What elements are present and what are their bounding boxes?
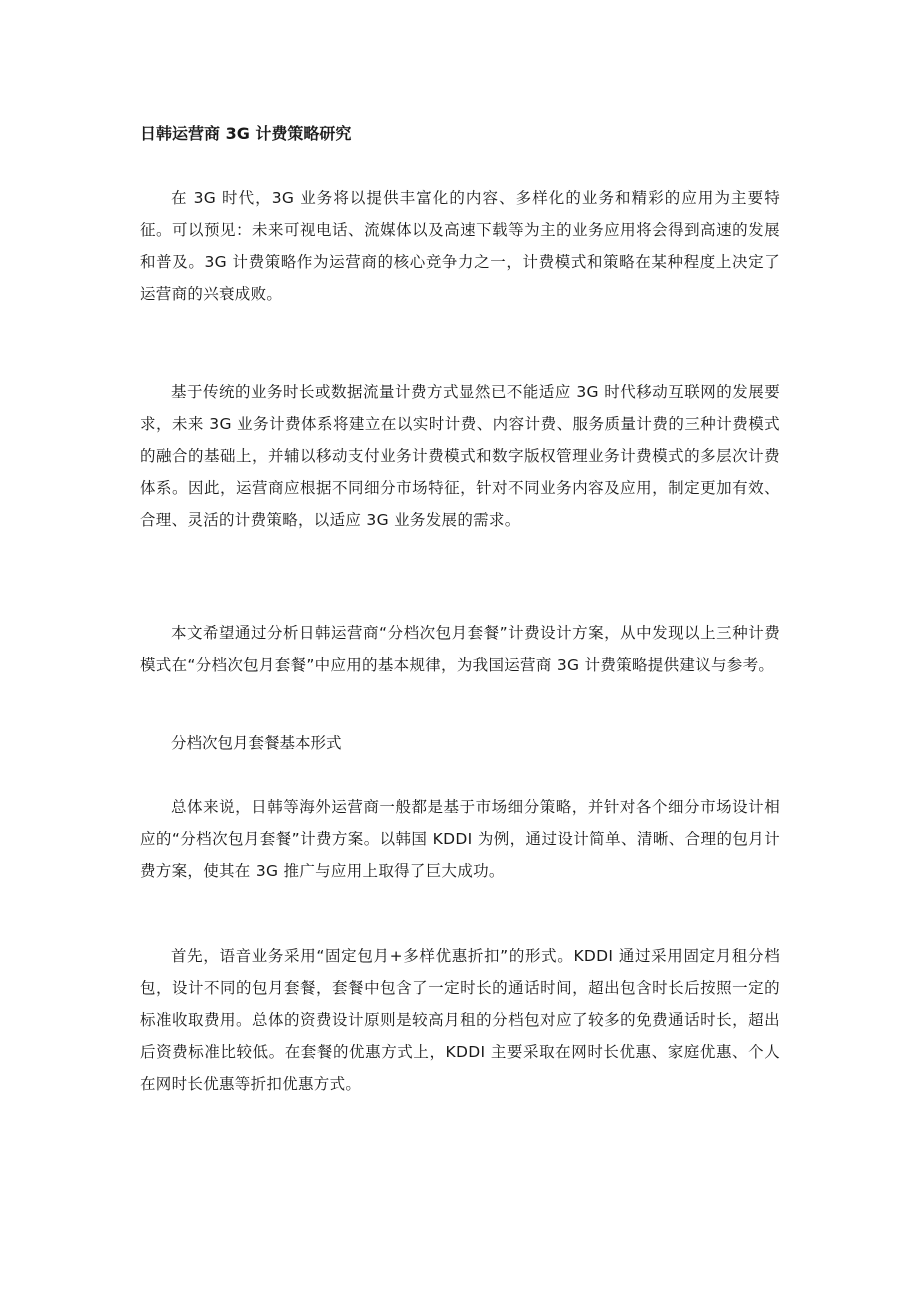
paragraph-purpose: 本文希望通过分析日韩运营商“分档次包月套餐”计费设计方案，从中发现以上三种计费模式在“分档次包月套餐”中应用的基本规律，为我国运营商 3G 计费策略提供建议与参考。 xyxy=(140,624,780,674)
paragraph-overview: 总体来说，日韩等海外运营商一般都是基于市场细分策略，并针对各个细分市场设计相应的“分档次包月套餐”计费方案。以韩国 KDDI 为例，通过设计简单、清晰、合理的包月计费方案，使其在 3G 推广与应用上取得了巨大成功。 xyxy=(140,798,780,880)
paragraph-voice-service: 首先，语音业务采用“固定包月+多样优惠折扣”的形式。KDDI 通过采用固定月租分档包，设计不同的包月套餐，套餐中包含了一定时长的通话时间，超出包含时长后按照一定的标准收取费用。总体的资费设计原则是较高月租的分档包对应了较多的免费通话时长，超出后资费标准比较低。在套餐的优惠方式上，KDDI 主要采取在网时长优惠、家庭优惠、个人在网时长优惠等折扣优惠方式。 xyxy=(140,947,780,1093)
paragraph-billing-system: 基于传统的业务时长或数据流量计费方式显然已不能适应 3G 时代移动互联网的发展要求，未来 3G 业务计费体系将建立在以实时计费、内容计费、服务质量计费的三种计费模式的融合的基础上，并辅以移动支付业务计费模式和数字版权管理业务计费模式的多层次计费体系。因此，运营商应根据不同细分市场特征，针对不同业务内容及应用，制定更加有效、合理、灵活的计费策略，以适应 3G 业务发展的需求。 xyxy=(140,383,780,529)
paragraph-intro: 在 3G 时代，3G 业务将以提供丰富化的内容、多样化的业务和精彩的应用为主要特征。可以预见：未来可视电话、流媒体以及高速下载等为主的业务应用将会得到高速的发展和普及。3G 计费策略作为运营商的核心竞争力之一，计费模式和策略在某种程度上决定了运营商的兴衰成败。 xyxy=(140,189,780,303)
document-title: 日韩运营商 3G 计费策略研究 xyxy=(140,124,352,143)
section-heading: 分档次包月套餐基本形式 xyxy=(171,734,342,752)
